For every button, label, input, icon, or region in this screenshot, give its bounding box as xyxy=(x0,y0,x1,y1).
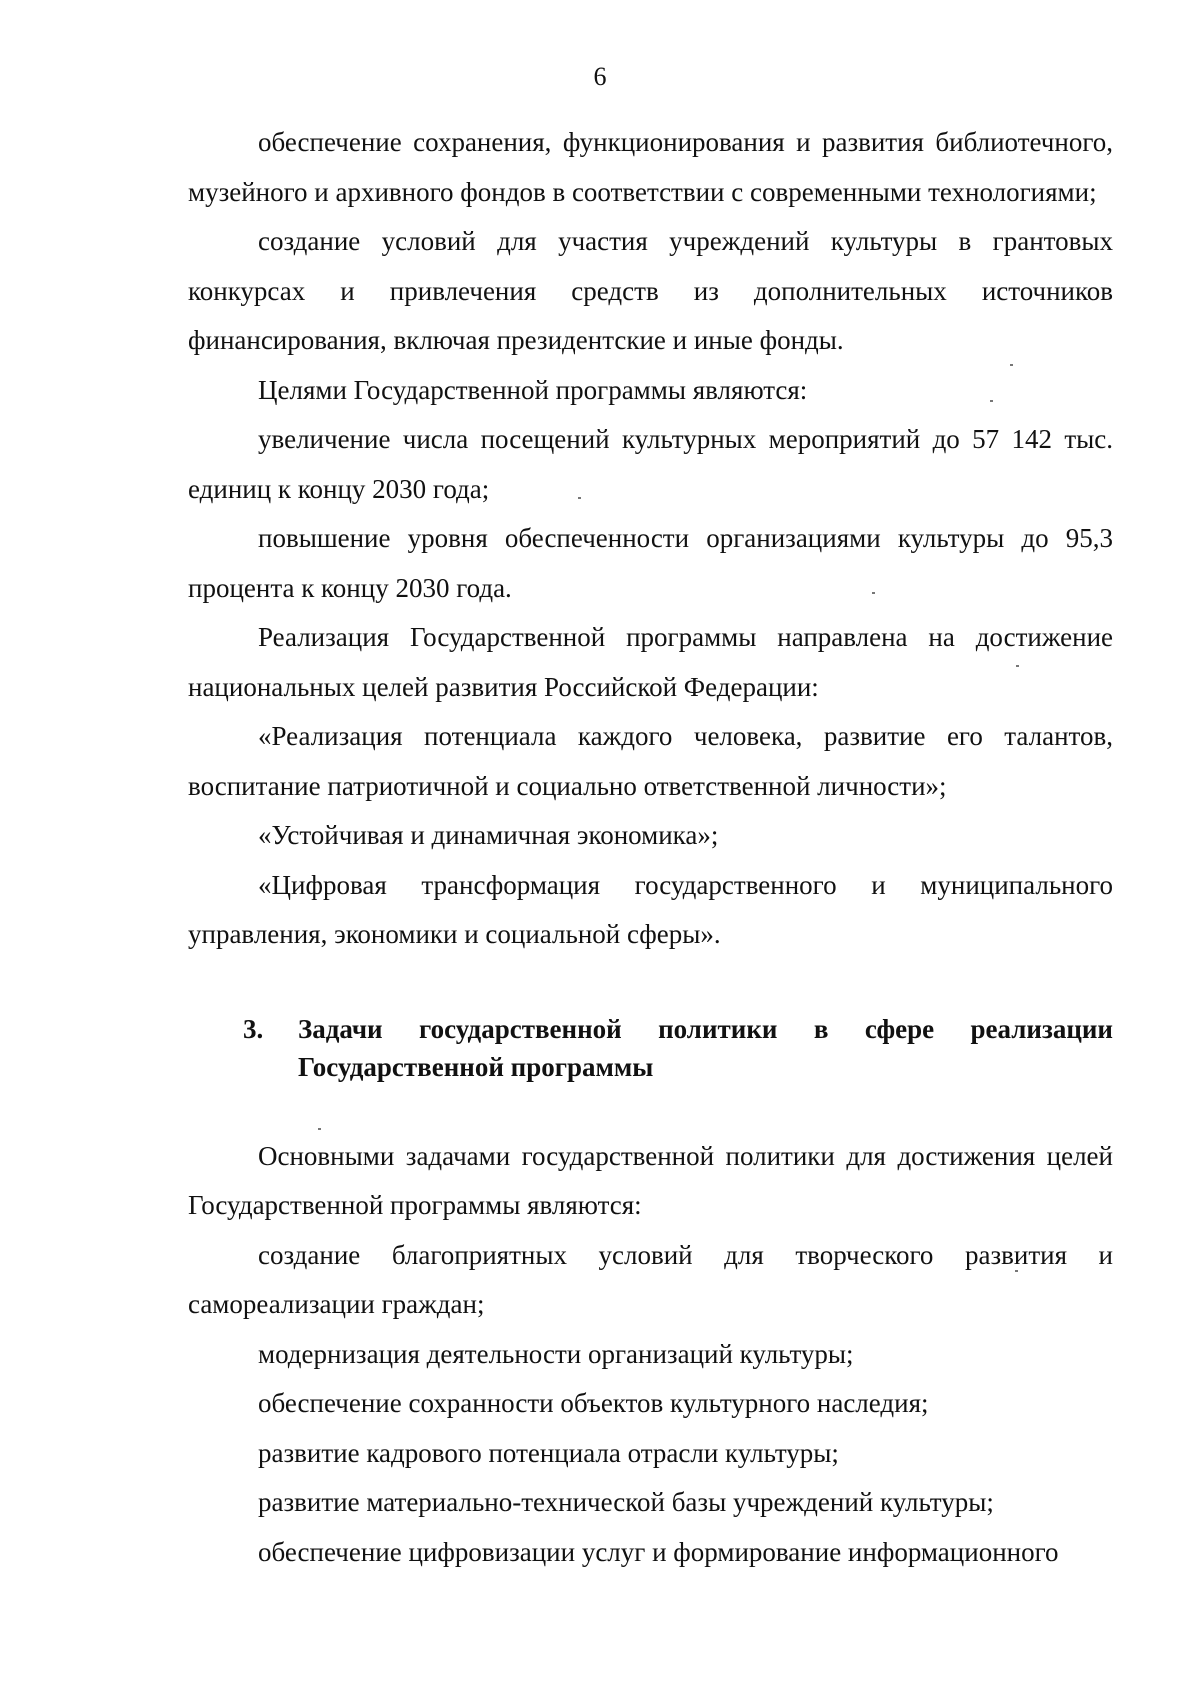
paragraph: создание условий для участия учреждений культуры в грантовых конкурсах и привлечения средств из дополнительных источников финансирования, включая президентские и иные фонды. xyxy=(188,226,1113,355)
list-item: модернизация деятельности организаций культуры; xyxy=(258,1338,854,1369)
paragraph: «Устойчивая и динамичная экономика»; xyxy=(258,820,719,850)
section-number: 3. xyxy=(243,1013,264,1044)
list-item: создание благоприятных условий для творческого развития и самореализации граждан; xyxy=(188,1239,1113,1319)
paragraph: «Реализация потенциала каждого человека, развитие его талантов, воспитание патриотичной и социально ответственной личности»; xyxy=(188,721,1113,801)
list-item: обеспечение цифровизации услуг и формирование информационного xyxy=(258,1536,1059,1567)
page-number: 6 xyxy=(593,62,607,91)
list-item: развитие материально-технической базы учреждений культуры; xyxy=(258,1487,994,1517)
document-body xyxy=(188,118,1113,1577)
paragraph: Целями Государственной программы являются: xyxy=(258,374,808,405)
section-title: Задачи государственной политики в сфере реализации Государственной программы xyxy=(298,1013,1113,1082)
list-item: обеспечение сохранности объектов культурного наследия; xyxy=(258,1388,929,1418)
paragraph: Основными задачами государственной политики для достижения целей Государственной программы являются: xyxy=(188,1140,1113,1220)
paragraph: повышение уровня обеспеченности организациями культуры до 95,3 процента к концу 2030 года. xyxy=(188,523,1113,603)
paragraph: Реализация Государственной программы направлена на достижение национальных целей развития Российской Федерации: xyxy=(188,622,1113,702)
paragraph: «Цифровая трансформация государственного и муниципального управления, экономики и социальной сферы». xyxy=(188,869,1113,949)
list-item: развитие кадрового потенциала отрасли культуры; xyxy=(258,1437,839,1468)
section-heading xyxy=(188,1010,1113,1086)
paragraph: обеспечение сохранения, функционирования и развития библиотечного, музейного и архивного фондов в соответствии с современными технологиями; xyxy=(188,127,1113,207)
paragraph: увеличение числа посещений культурных мероприятий до 57 142 тыс. единиц к концу 2030 года; xyxy=(188,424,1113,504)
